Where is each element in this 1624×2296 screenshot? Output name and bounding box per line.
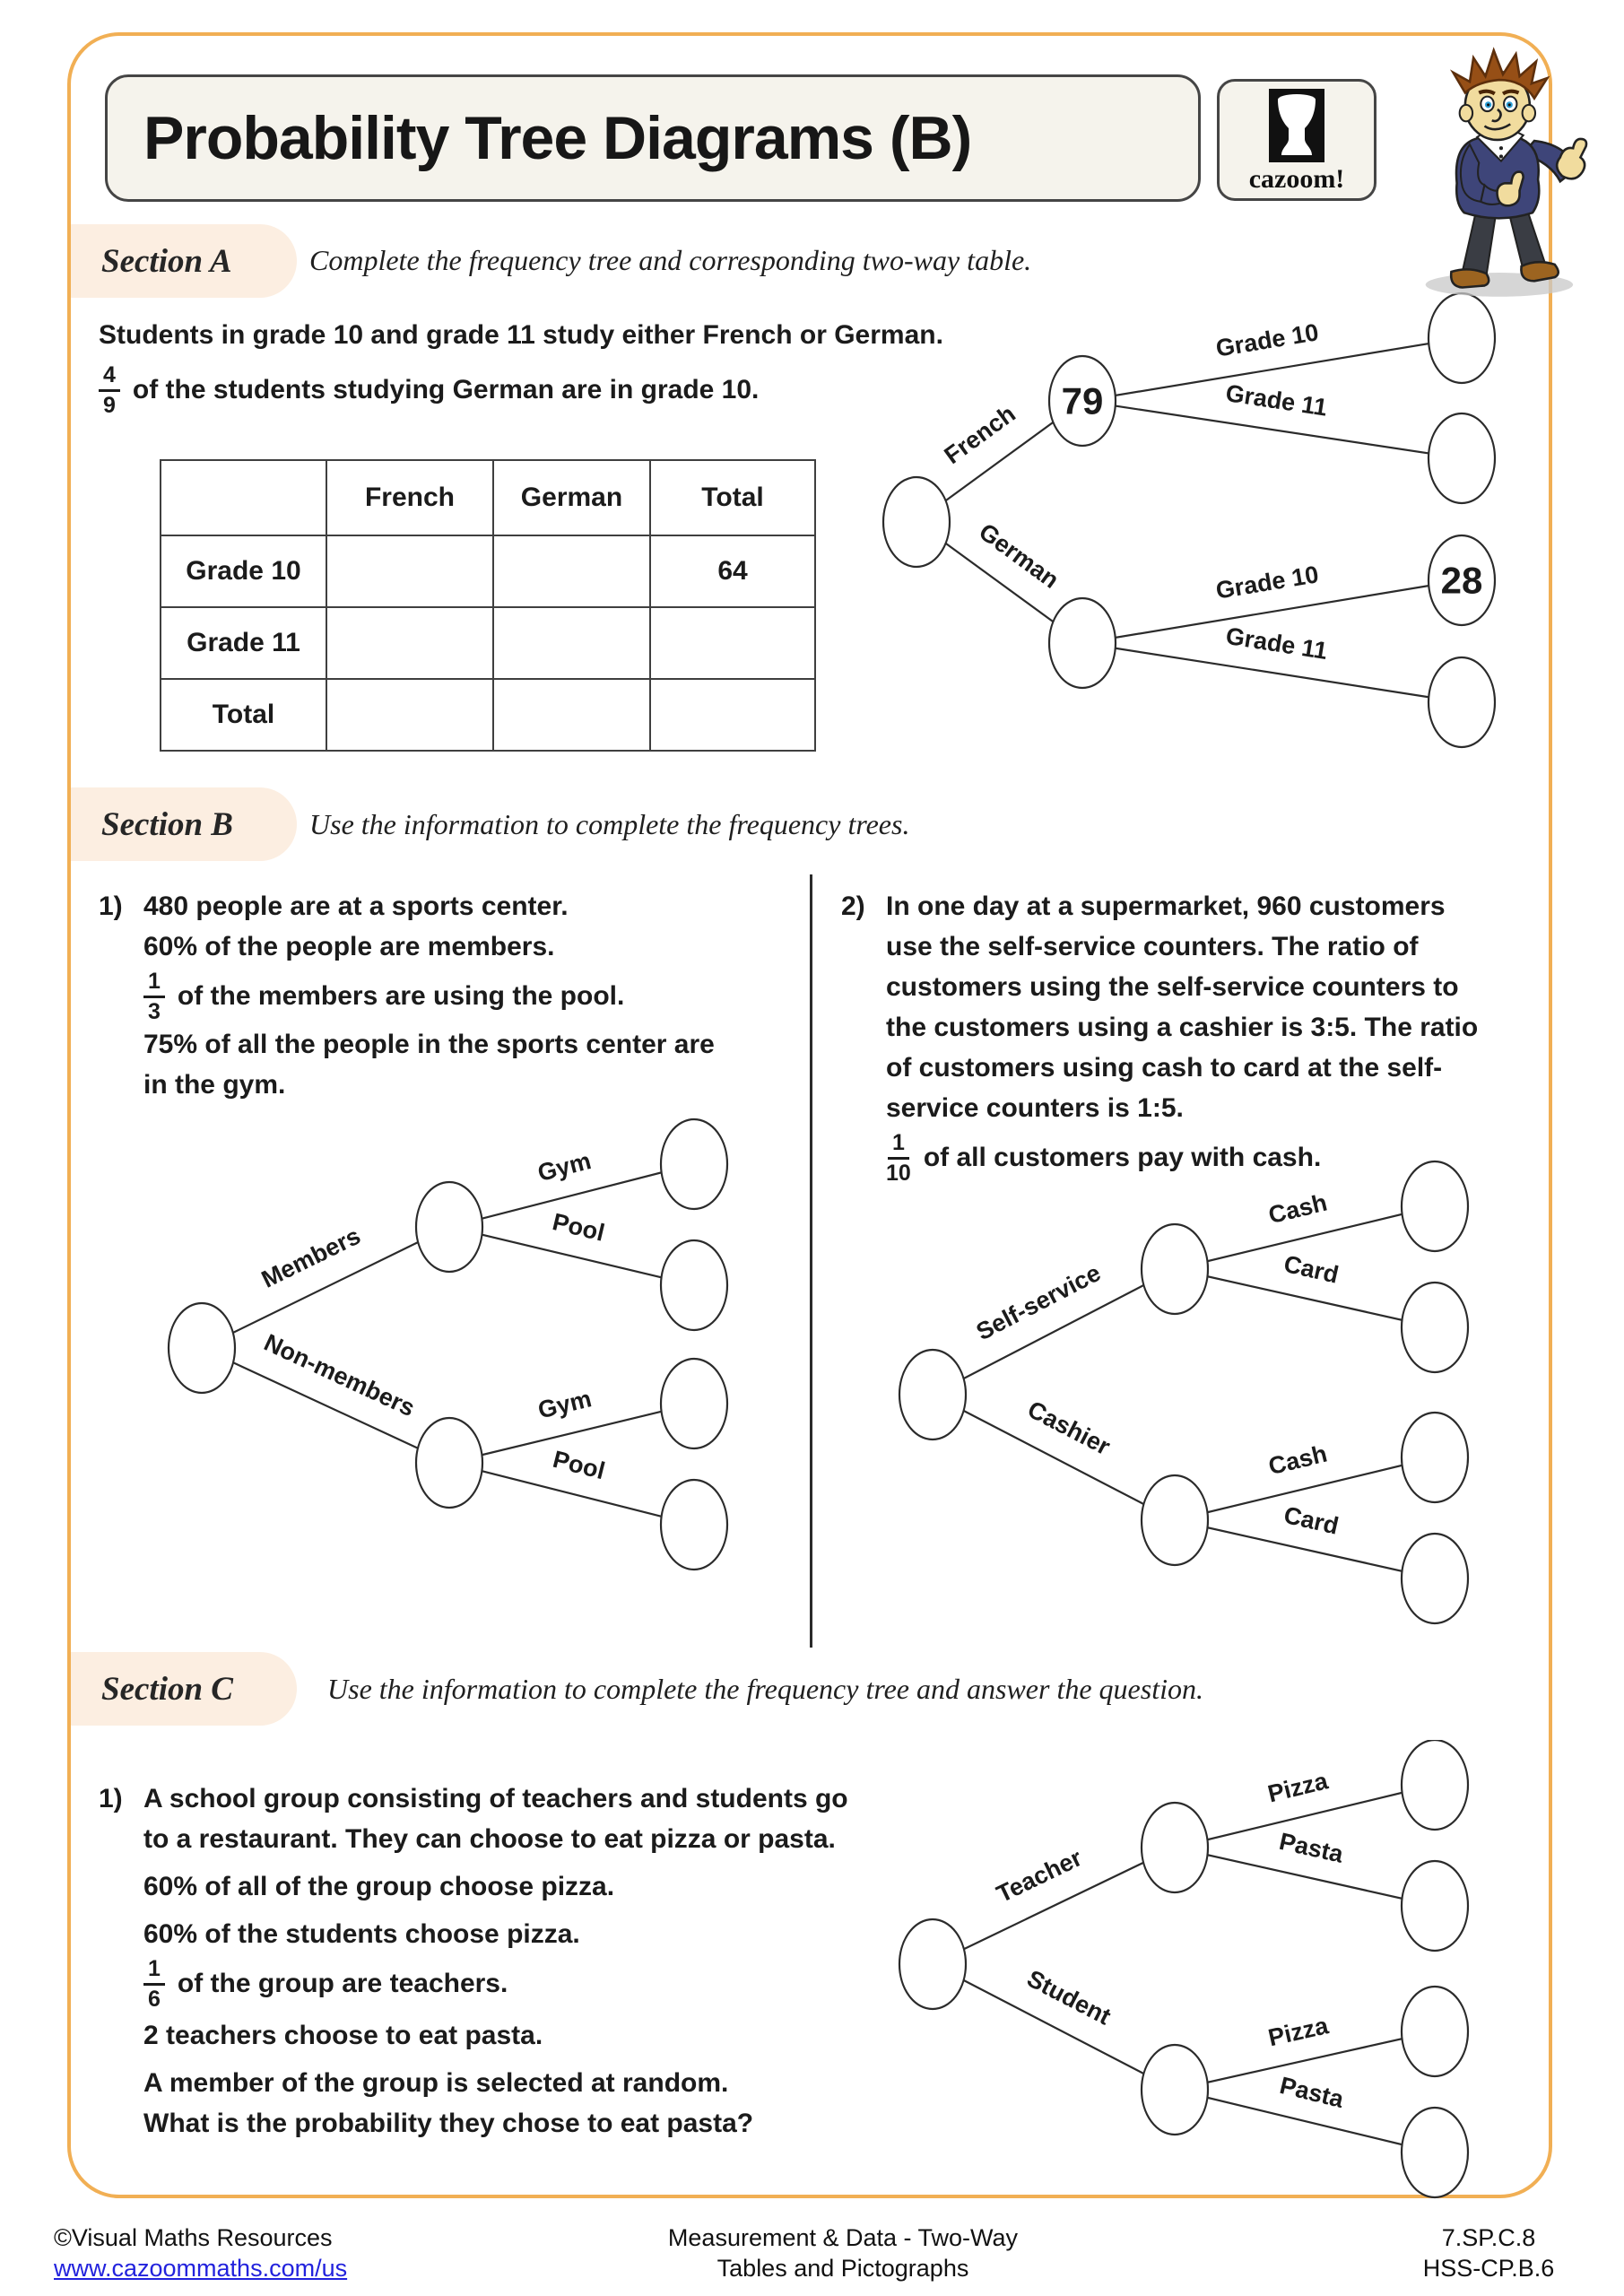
- problem-line: in the gym.: [143, 1070, 286, 1100]
- tree-leaf-node[interactable]: [661, 1480, 727, 1570]
- fraction-denominator: 9: [103, 392, 116, 418]
- tree-branch-label: Teacher: [992, 1844, 1087, 1909]
- problem-line: service counters is 1:5.: [886, 1093, 1184, 1123]
- section-c-label-text: Section C: [101, 1670, 233, 1708]
- tree-leaf-node[interactable]: [1402, 2108, 1468, 2197]
- section-a-fraction-line: [99, 361, 760, 418]
- tree-branch-label: Grade 11: [1223, 622, 1330, 665]
- section-b-label: [71, 787, 297, 861]
- frequency-tree-section-c: [852, 1740, 1560, 2206]
- tree-leaf-node[interactable]: [1402, 1740, 1468, 1830]
- problem-b2: [841, 886, 1550, 1186]
- problem-line: 2 teachers choose to eat pasta.: [143, 2021, 543, 2050]
- tree-leaf-node[interactable]: [1402, 1987, 1468, 2076]
- fraction-text: of the members are using the pool.: [177, 981, 625, 1011]
- table-header-row: [161, 460, 815, 535]
- problem-number: 1): [99, 891, 123, 921]
- fraction-denominator: 3: [148, 998, 161, 1024]
- tree-branch-label: Grade 11: [1223, 379, 1330, 422]
- tree-branch-label: Pool: [550, 1445, 608, 1485]
- tree-branch-label: Cashier: [1023, 1396, 1115, 1461]
- table-col-header: Total: [650, 460, 815, 535]
- tree-root-node[interactable]: [899, 1919, 966, 2009]
- tree-root-node[interactable]: [899, 1350, 966, 1439]
- cazoom-website-link[interactable]: www.cazoommaths.com/us: [54, 2255, 348, 2282]
- fraction-numerator: 1: [143, 970, 165, 998]
- problem-line: A member of the group is selected at random.: [143, 2068, 729, 2098]
- page-title: Probability Tree Diagrams (B): [143, 104, 972, 172]
- footer-right: [1381, 2222, 1596, 2283]
- tree-leaf-node[interactable]: [1402, 1283, 1468, 1372]
- fraction-1-3: [143, 970, 165, 1023]
- tree-node-value: 79: [1061, 379, 1104, 422]
- tree-leaf-node[interactable]: [661, 1119, 727, 1209]
- tree-branch-node[interactable]: [416, 1418, 482, 1508]
- tree-node-value: 28: [1440, 559, 1483, 602]
- fraction-numerator: 4: [99, 364, 120, 392]
- two-way-table: [160, 459, 816, 752]
- tree-branch-node[interactable]: [1049, 598, 1116, 688]
- table-cell-value: 64: [650, 535, 815, 607]
- tree-leaf-node[interactable]: [661, 1240, 727, 1330]
- tree-branch-node[interactable]: [1142, 1803, 1208, 1892]
- problem-line: A school group consisting of teachers and students go: [143, 1784, 848, 1813]
- table-cell-blank[interactable]: [326, 679, 493, 751]
- section-b-label-text: Section B: [101, 805, 233, 843]
- table-cell-blank[interactable]: [326, 535, 493, 607]
- problem-c1: [99, 1779, 848, 2144]
- section-a-fraction-text: of the students studying German are in grade 10.: [132, 375, 760, 404]
- table-cell-blank[interactable]: [493, 535, 650, 607]
- problem-line: 60% of the people are members.: [143, 932, 555, 961]
- problem-line: 75% of all the people in the sports center are: [143, 1030, 715, 1059]
- table-col-header: French: [326, 460, 493, 535]
- footer-left: [54, 2222, 347, 2283]
- table-row: [161, 679, 815, 751]
- fraction-numerator: 1: [143, 1958, 165, 1986]
- tree-branch-label: Pizza: [1264, 1767, 1331, 1808]
- tree-leaf-node[interactable]: [1402, 1861, 1468, 1951]
- fraction-text: of the group are teachers.: [177, 1969, 508, 1998]
- tree-branch-label: Pasta: [1277, 2071, 1347, 2113]
- tree-branch-label: Cash: [1265, 1188, 1330, 1230]
- section-c-instruction: Use the information to complete the frequency tree and answer the question.: [327, 1673, 1203, 1705]
- frequency-tree-section-a: [843, 291, 1560, 794]
- problem-line: What is the probability they chose to eat pasta?: [143, 2109, 754, 2138]
- standard-code-2: HSS-CP.B.6: [1422, 2255, 1555, 2282]
- tree-branch-node[interactable]: [1142, 1224, 1208, 1314]
- tree-branch-label: Pasta: [1276, 1827, 1346, 1868]
- table-cell-blank[interactable]: [493, 607, 650, 679]
- problem-line: 60% of all of the group choose pizza.: [143, 1872, 615, 1901]
- table-row: [161, 535, 815, 607]
- problem-line: to a restaurant. They can choose to eat pizza or pasta.: [143, 1824, 836, 1854]
- tree-branch-label: Gym: [535, 1385, 595, 1424]
- fraction-denominator: 6: [148, 1986, 161, 2012]
- logo-text: cazoom!: [1248, 164, 1345, 194]
- frequency-tree-b1: [117, 1117, 825, 1619]
- tree-leaf-node[interactable]: [1429, 413, 1495, 503]
- section-a-intro: Students in grade 10 and grade 11 study either French or German.: [99, 320, 943, 350]
- problem-line: customers using the self-service counters to: [886, 972, 1459, 1002]
- fraction-numerator: 1: [888, 1132, 909, 1160]
- problem-line: In one day at a supermarket, 960 customers: [886, 891, 1446, 921]
- frequency-tree-b2: [852, 1157, 1560, 1641]
- cazoom-logo: [1217, 79, 1376, 201]
- footer-topic-line2: Tables and Pictographs: [716, 2255, 969, 2282]
- tree-leaf-node[interactable]: [1429, 657, 1495, 747]
- problem-fraction-line: [143, 968, 715, 1024]
- problem-number: 2): [841, 891, 865, 921]
- table-row-header: Grade 10: [161, 535, 326, 607]
- footer-center: [592, 2222, 1094, 2283]
- fraction-1-6: [143, 1955, 165, 2012]
- table-cell-blank[interactable]: [493, 679, 650, 751]
- problem-line: 60% of the students choose pizza.: [143, 1919, 580, 1949]
- fraction-denominator: 10: [886, 1160, 911, 1186]
- tree-branch-label: Cash: [1265, 1439, 1330, 1481]
- table-cell-blank[interactable]: [650, 607, 815, 679]
- problem-line: use the self-service counters. The ratio of: [886, 932, 1419, 961]
- tree-branch-label: Card: [1281, 1249, 1342, 1289]
- section-a-instruction: Complete the frequency tree and corresponding two-way table.: [309, 244, 1032, 276]
- tree-branch-label: Gym: [534, 1147, 595, 1187]
- tree-leaf-node[interactable]: [661, 1359, 727, 1448]
- tree-branch-label: French: [939, 399, 1020, 470]
- title-box: [105, 74, 1201, 202]
- problem-line: of customers using cash to card at the self-: [886, 1053, 1443, 1083]
- tree-branch-label: Card: [1281, 1500, 1342, 1540]
- tree-branch-label: Student: [1022, 1964, 1116, 2031]
- footer-topic-line1: Measurement & Data - Two-Way: [667, 2224, 1019, 2251]
- section-a-label-text: Section A: [101, 242, 232, 280]
- table-row-header: Total: [161, 679, 326, 751]
- student-mascot-illustration: [1395, 45, 1609, 303]
- table-row-header: Grade 11: [161, 607, 326, 679]
- section-c-label: [71, 1652, 297, 1726]
- section-b-instruction: Use the information to complete the frequency trees.: [309, 808, 910, 840]
- tree-branch-label: Members: [256, 1222, 365, 1293]
- tree-root-node[interactable]: [883, 477, 950, 567]
- section-a-label: [71, 224, 297, 298]
- copyright-text: ©Visual Maths Resources: [54, 2224, 333, 2251]
- table-cell-blank[interactable]: [650, 679, 815, 751]
- problem-number: 1): [99, 1784, 123, 1813]
- problem-b1-text: [143, 886, 715, 1105]
- tree-branch-label: German: [974, 517, 1064, 594]
- problem-line: 480 people are at a sports center.: [143, 891, 569, 921]
- table-row: [161, 607, 815, 679]
- tree-branch-label: Grade 10: [1213, 561, 1321, 604]
- tree-branch-node[interactable]: [416, 1182, 482, 1272]
- tree-leaf-node[interactable]: [1402, 1161, 1468, 1251]
- standard-code-1: 7.SP.C.8: [1441, 2224, 1536, 2251]
- table-col-header: German: [493, 460, 650, 535]
- tree-branch-node[interactable]: [1142, 1475, 1208, 1565]
- table-cell-blank[interactable]: [326, 607, 493, 679]
- problem-line: the customers using a cashier is 3:5. The ratio: [886, 1013, 1479, 1042]
- problem-b1: [99, 886, 807, 1105]
- drum-icon: [1269, 89, 1324, 162]
- problem-c1-text: [143, 1779, 848, 2144]
- tree-branch-label: Pool: [550, 1208, 608, 1247]
- tree-leaf-node[interactable]: [1402, 1534, 1468, 1623]
- problem-fraction-line: [143, 1955, 848, 2012]
- tree-leaf-node[interactable]: [1402, 1413, 1468, 1502]
- tree-branch-label: Grade 10: [1213, 318, 1321, 362]
- tree-branch-label: Non-members: [259, 1328, 420, 1422]
- tree-branch-node[interactable]: [1142, 2045, 1208, 2135]
- fraction-text: of all customers pay with cash.: [923, 1143, 1322, 1172]
- tree-branch-label: Pizza: [1265, 2012, 1332, 2052]
- fraction-4-9: [99, 361, 120, 418]
- tree-root-node[interactable]: [169, 1303, 235, 1393]
- table-corner-cell: [161, 460, 326, 535]
- tree-branch-label: Self-service: [971, 1258, 1106, 1346]
- problem-b2-text: [886, 886, 1478, 1186]
- tree-leaf-node[interactable]: [1429, 293, 1495, 383]
